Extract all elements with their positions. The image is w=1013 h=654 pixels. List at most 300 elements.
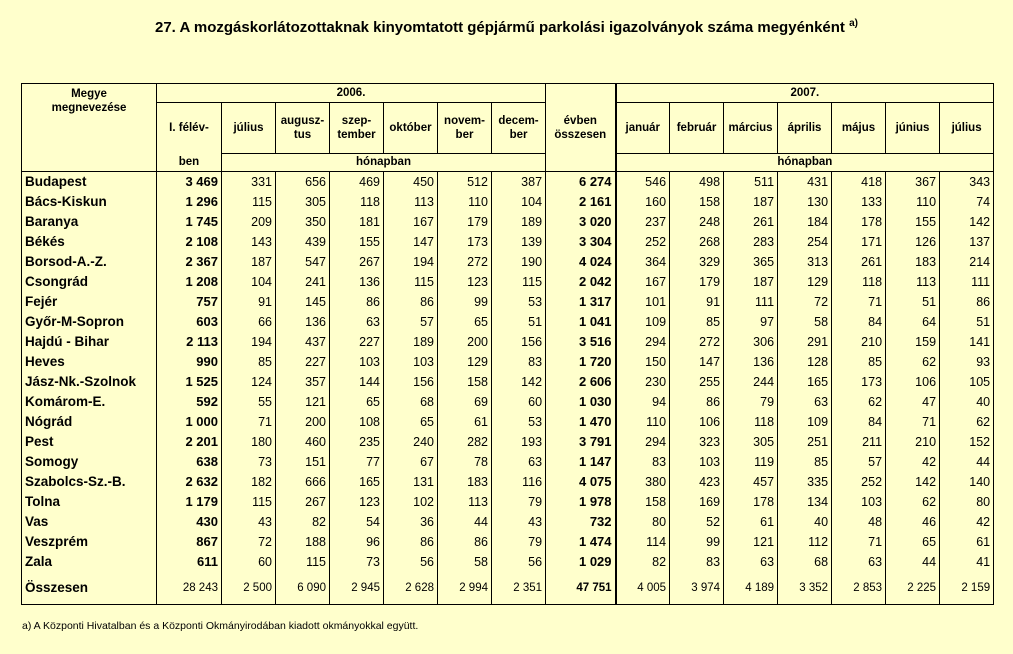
county-name: Veszprém (22, 532, 157, 552)
month-2006-value: 450 (384, 172, 438, 193)
month-2006-value: 200 (438, 332, 492, 352)
year-total-value: 1 041 (546, 312, 616, 332)
month-2006-value: 104 (492, 192, 546, 212)
month-2007-value: 457 (724, 472, 778, 492)
month-2007-value: 62 (832, 392, 886, 412)
year-total-value: 1 029 (546, 552, 616, 572)
month-2006-value: 123 (438, 272, 492, 292)
month-2007-value: 134 (778, 492, 832, 512)
first-half-value: 2 632 (157, 472, 222, 492)
month-2007-value: 71 (832, 532, 886, 552)
month-2007-value: 3 974 (670, 572, 724, 605)
year-total-header (546, 84, 616, 172)
month-2007-value: 84 (832, 312, 886, 332)
month-2007-value: 364 (616, 252, 670, 272)
month-2006-value: 86 (330, 292, 384, 312)
month-2007-value: 423 (670, 472, 724, 492)
month-2006-value: 103 (330, 352, 384, 372)
month-2007-value: 140 (940, 472, 994, 492)
month-2006-value: 187 (222, 252, 276, 272)
month-2007-value: 42 (940, 512, 994, 532)
month-2007-value: 61 (940, 532, 994, 552)
first-half-value: 592 (157, 392, 222, 412)
year-total-value: 1 147 (546, 452, 616, 472)
month-2006-value: 43 (492, 512, 546, 532)
month-2007-value: 52 (670, 512, 724, 532)
month-2007-value: 165 (778, 372, 832, 392)
table-row (22, 232, 994, 252)
month-2006-value: 79 (492, 492, 546, 512)
month-2007-value: 51 (940, 312, 994, 332)
month-2006-value: 73 (330, 552, 384, 572)
month-2007-value: 83 (670, 552, 724, 572)
month-2006-value: 147 (384, 232, 438, 252)
month-2006-value: 54 (330, 512, 384, 532)
month-2007-value: 111 (940, 272, 994, 292)
month-2007-value: 244 (724, 372, 778, 392)
month-2007-value: 306 (724, 332, 778, 352)
month-2006-value: 666 (276, 472, 330, 492)
month-2006-value: 123 (330, 492, 384, 512)
month-2007-value: 283 (724, 232, 778, 252)
month-2007-value: 83 (616, 452, 670, 472)
month-2007-value: 62 (940, 412, 994, 432)
month-2006-value: 56 (384, 552, 438, 572)
month-2006-value: 6 090 (276, 572, 330, 605)
month-2006-value: 241 (276, 272, 330, 292)
table-title: 27. A mozgáskorlátozottaknak kinyomtatott gépjármű parkolási igazolványok száma megyénként $^{a)}$ (154, 18, 858, 36)
month-2006-value: 58 (438, 552, 492, 572)
month-2007-value: 114 (616, 532, 670, 552)
month-2006-value: 63 (492, 452, 546, 472)
month-2007-value: 4 005 (616, 572, 670, 605)
month-2007-header: január (616, 103, 670, 154)
first-half-value: 1 179 (157, 492, 222, 512)
month-2007-value: 129 (778, 272, 832, 292)
month-2007-value: 119 (724, 452, 778, 472)
year-total-value: 2 161 (546, 192, 616, 212)
month-2007-value: 94 (616, 392, 670, 412)
county-name: Heves (22, 352, 157, 372)
month-2007-value: 71 (832, 292, 886, 312)
county-name: Komárom-E. (22, 392, 157, 412)
total-row (22, 572, 994, 605)
month-2007-value: 85 (832, 352, 886, 372)
month-2006-value: 69 (438, 392, 492, 412)
month-2007-value: 3 352 (778, 572, 832, 605)
month-2007-value: 254 (778, 232, 832, 252)
month-2006-value: 110 (438, 192, 492, 212)
month-2006-value: 331 (222, 172, 276, 193)
first-half-value: 2 108 (157, 232, 222, 252)
month-2007-value: 261 (832, 252, 886, 272)
month-2007-value: 40 (940, 392, 994, 412)
month-2007-value: 106 (886, 372, 940, 392)
month-2006-value: 53 (492, 292, 546, 312)
county-name: Budapest (22, 172, 157, 193)
month-2007-value: 63 (832, 552, 886, 572)
month-2006-value: 136 (276, 312, 330, 332)
month-2006-value: 267 (330, 252, 384, 272)
month-2006-value: 56 (492, 552, 546, 572)
county-name: Tolna (22, 492, 157, 512)
first-half-value: 1 000 (157, 412, 222, 432)
county-column-label: Megye megnevezése (51, 88, 127, 114)
month-2006-value: 156 (384, 372, 438, 392)
month-2006-value: 240 (384, 432, 438, 452)
month-2006-value: 182 (222, 472, 276, 492)
county-name: Győr-M-Sopron (22, 312, 157, 332)
month-2007-value: 85 (778, 452, 832, 472)
county-name: Szabolcs-Sz.-B. (22, 472, 157, 492)
year-total-value: 1 030 (546, 392, 616, 412)
month-2007-value: 109 (778, 412, 832, 432)
month-2006-value: 282 (438, 432, 492, 452)
month-2006-value: 104 (222, 272, 276, 292)
first-half-value: 867 (157, 532, 222, 552)
year-total-value: 47 751 (546, 572, 616, 605)
year-total-value: 4 024 (546, 252, 616, 272)
month-2006-value: 469 (330, 172, 384, 193)
month-2007-value: 72 (778, 292, 832, 312)
month-2006-value: 61 (438, 412, 492, 432)
table-row (22, 312, 994, 332)
month-2006-value: 73 (222, 452, 276, 472)
month-2006-value: 57 (384, 312, 438, 332)
month-2007-header: április (778, 103, 832, 154)
month-2006-value: 200 (276, 412, 330, 432)
county-name: Zala (22, 552, 157, 572)
month-2007-value: 158 (616, 492, 670, 512)
month-2007-value: 71 (886, 412, 940, 432)
month-2007-value: 84 (832, 412, 886, 432)
year-total-value: 1 720 (546, 352, 616, 372)
county-name: Fejér (22, 292, 157, 312)
month-2006-value: 86 (384, 532, 438, 552)
monthly-label-2007: hónapban (616, 153, 994, 172)
month-2007-value: 105 (940, 372, 994, 392)
county-name: Borsod-A.-Z. (22, 252, 157, 272)
month-2006-value: 65 (330, 392, 384, 412)
county-name: Hajdú - Bihar (22, 332, 157, 352)
month-2007-value: 80 (940, 492, 994, 512)
month-2007-value: 142 (940, 212, 994, 232)
month-2007-value: 498 (670, 172, 724, 193)
month-2007-value: 159 (886, 332, 940, 352)
month-2006-value: 108 (330, 412, 384, 432)
month-2006-header: július (222, 103, 276, 154)
year-total-value: 732 (546, 512, 616, 532)
month-2007-header: július (940, 103, 994, 154)
month-2007-value: 248 (670, 212, 724, 232)
month-2007-value: 268 (670, 232, 724, 252)
month-2006-value: 209 (222, 212, 276, 232)
month-2006-value: 143 (222, 232, 276, 252)
first-half-header: I. félév- (157, 103, 222, 154)
month-2007-value: 141 (940, 332, 994, 352)
month-2007-value: 294 (616, 332, 670, 352)
month-2007-value: 183 (886, 252, 940, 272)
month-2006-value: 193 (492, 432, 546, 452)
month-2006-value: 2 945 (330, 572, 384, 605)
month-2007-value: 367 (886, 172, 940, 193)
month-2007-value: 211 (832, 432, 886, 452)
county-name: Baranya (22, 212, 157, 232)
year-2006-header: 2006. (157, 84, 546, 103)
month-2006-header: augusz- tus (276, 103, 330, 154)
county-name: Nógrád (22, 412, 157, 432)
month-2006-value: 139 (492, 232, 546, 252)
month-2006-header: novem- ber (438, 103, 492, 154)
month-2006-value: 68 (384, 392, 438, 412)
table-row (22, 432, 994, 452)
month-2007-value: 252 (832, 472, 886, 492)
month-2007-value: 173 (832, 372, 886, 392)
month-2006-value: 167 (384, 212, 438, 232)
first-half-value: 2 113 (157, 332, 222, 352)
first-half-value: 1 208 (157, 272, 222, 292)
table-row (22, 452, 994, 472)
month-2007-value: 2 159 (940, 572, 994, 605)
month-2006-value: 387 (492, 172, 546, 193)
month-2006-value: 60 (492, 392, 546, 412)
month-2006-value: 2 994 (438, 572, 492, 605)
month-2007-value: 167 (616, 272, 670, 292)
month-2006-header: decem- ber (492, 103, 546, 154)
month-2007-header: május (832, 103, 886, 154)
month-2007-value: 261 (724, 212, 778, 232)
year-total-value: 2 042 (546, 272, 616, 292)
month-2007-value: 179 (670, 272, 724, 292)
month-2007-value: 210 (832, 332, 886, 352)
month-2006-value: 194 (384, 252, 438, 272)
month-2007-value: 128 (778, 352, 832, 372)
month-2006-value: 136 (330, 272, 384, 292)
month-2006-value: 144 (330, 372, 384, 392)
month-2007-value: 291 (778, 332, 832, 352)
month-2006-value: 118 (330, 192, 384, 212)
month-2006-value: 227 (330, 332, 384, 352)
table-row (22, 412, 994, 432)
month-2006-value: 67 (384, 452, 438, 472)
month-2007-value: 41 (940, 552, 994, 572)
month-2006-value: 121 (276, 392, 330, 412)
year-2007-header: 2007. (616, 84, 994, 103)
month-2007-value: 93 (940, 352, 994, 372)
month-2007-value: 323 (670, 432, 724, 452)
month-2006-value: 235 (330, 432, 384, 452)
month-2007-value: 329 (670, 252, 724, 272)
table-row (22, 252, 994, 272)
month-2007-value: 86 (670, 392, 724, 412)
month-2006-value: 44 (438, 512, 492, 532)
month-2006-value: 156 (492, 332, 546, 352)
year-total-label: évben összesen (554, 114, 607, 141)
month-2007-value: 99 (670, 532, 724, 552)
table-row (22, 532, 994, 552)
month-2007-value: 42 (886, 452, 940, 472)
year-total-value: 1 317 (546, 292, 616, 312)
month-2006-value: 91 (222, 292, 276, 312)
first-half-value: 2 201 (157, 432, 222, 452)
month-2007-value: 187 (724, 272, 778, 292)
month-2007-value: 65 (886, 532, 940, 552)
first-half-value: 990 (157, 352, 222, 372)
month-2007-value: 252 (616, 232, 670, 252)
month-2006-value: 115 (222, 492, 276, 512)
month-2007-value: 137 (940, 232, 994, 252)
month-2007-value: 106 (670, 412, 724, 432)
month-2007-value: 214 (940, 252, 994, 272)
county-name: Jász-Nk.-Szolnok (22, 372, 157, 392)
month-2007-value: 103 (832, 492, 886, 512)
year-total-value: 1 978 (546, 492, 616, 512)
table-row (22, 172, 994, 193)
month-2007-value: 546 (616, 172, 670, 193)
month-2007-value: 294 (616, 432, 670, 452)
month-2007-value: 313 (778, 252, 832, 272)
month-2006-value: 179 (438, 212, 492, 232)
month-2006-value: 36 (384, 512, 438, 532)
year-total-value: 3 516 (546, 332, 616, 352)
month-2006-value: 189 (384, 332, 438, 352)
month-2007-header: június (886, 103, 940, 154)
month-2006-value: 102 (384, 492, 438, 512)
month-2006-header: szep- tember (330, 103, 384, 154)
month-2006-value: 63 (330, 312, 384, 332)
month-2007-value: 62 (886, 492, 940, 512)
month-2006-value: 547 (276, 252, 330, 272)
month-2007-value: 255 (670, 372, 724, 392)
month-2006-value: 2 628 (384, 572, 438, 605)
month-2007-value: 51 (886, 292, 940, 312)
month-2006-value: 460 (276, 432, 330, 452)
month-2006-value: 439 (276, 232, 330, 252)
year-total-value: 3 304 (546, 232, 616, 252)
month-2007-value: 133 (832, 192, 886, 212)
month-2006-value: 85 (222, 352, 276, 372)
month-2006-value: 79 (492, 532, 546, 552)
month-2007-value: 111 (724, 292, 778, 312)
month-2006-value: 227 (276, 352, 330, 372)
month-2006-value: 53 (492, 412, 546, 432)
month-2006-value: 158 (438, 372, 492, 392)
month-2007-value: 79 (724, 392, 778, 412)
month-2006-value: 165 (330, 472, 384, 492)
month-2007-value: 85 (670, 312, 724, 332)
month-2007-value: 431 (778, 172, 832, 193)
month-2006-value: 103 (384, 352, 438, 372)
month-2007-value: 58 (778, 312, 832, 332)
month-2006-value: 188 (276, 532, 330, 552)
month-2007-value: 63 (778, 392, 832, 412)
county-name: Vas (22, 512, 157, 532)
monthly-label-2006: hónapban (222, 153, 546, 172)
month-2007-value: 47 (886, 392, 940, 412)
month-2006-value: 129 (438, 352, 492, 372)
month-2006-value: 99 (438, 292, 492, 312)
county-name: Békés (22, 232, 157, 252)
month-2006-value: 66 (222, 312, 276, 332)
table-row (22, 552, 994, 572)
first-half-value: 603 (157, 312, 222, 332)
table-row (22, 492, 994, 512)
month-2007-value: 80 (616, 512, 670, 532)
month-2006-value: 116 (492, 472, 546, 492)
month-2006-value: 43 (222, 512, 276, 532)
month-2006-value: 77 (330, 452, 384, 472)
first-half-value: 28 243 (157, 572, 222, 605)
month-2007-value: 118 (724, 412, 778, 432)
month-2007-value: 61 (724, 512, 778, 532)
month-2006-value: 78 (438, 452, 492, 472)
month-2007-value: 152 (940, 432, 994, 452)
month-2006-value: 115 (222, 192, 276, 212)
year-total-value: 1 470 (546, 412, 616, 432)
month-2007-header: február (670, 103, 724, 154)
month-2007-value: 91 (670, 292, 724, 312)
month-2006-value: 86 (438, 532, 492, 552)
footnote: a) A Központi Hivatalban és a Központi Okmányirodában kiadott okmányokkal együtt. (22, 620, 419, 632)
month-2007-value: 169 (670, 492, 724, 512)
month-2006-value: 86 (384, 292, 438, 312)
month-2007-value: 210 (886, 432, 940, 452)
first-half-header-suffix: ben (157, 153, 222, 172)
first-half-value: 611 (157, 552, 222, 572)
month-2007-value: 178 (724, 492, 778, 512)
month-2006-value: 145 (276, 292, 330, 312)
month-2006-value: 82 (276, 512, 330, 532)
county-name: Bács-Kiskun (22, 192, 157, 212)
county-name: Somogy (22, 452, 157, 472)
month-2007-value: 251 (778, 432, 832, 452)
month-2006-value: 194 (222, 332, 276, 352)
month-2006-value: 83 (492, 352, 546, 372)
month-2006-value: 190 (492, 252, 546, 272)
month-2007-value: 230 (616, 372, 670, 392)
month-2007-value: 4 189 (724, 572, 778, 605)
month-2007-value: 101 (616, 292, 670, 312)
month-2007-value: 418 (832, 172, 886, 193)
table-row (22, 332, 994, 352)
first-half-value: 638 (157, 452, 222, 472)
month-2007-value: 187 (724, 192, 778, 212)
table-row (22, 372, 994, 392)
month-2007-value: 63 (724, 552, 778, 572)
table-row (22, 212, 994, 232)
month-2007-value: 121 (724, 532, 778, 552)
month-2007-header: március (724, 103, 778, 154)
table-row (22, 292, 994, 312)
month-2006-value: 51 (492, 312, 546, 332)
month-2006-value: 267 (276, 492, 330, 512)
first-half-value: 2 367 (157, 252, 222, 272)
county-name: Pest (22, 432, 157, 452)
first-half-value: 430 (157, 512, 222, 532)
month-2007-value: 44 (940, 452, 994, 472)
year-total-value: 3 791 (546, 432, 616, 452)
month-2007-value: 97 (724, 312, 778, 332)
year-total-value: 4 075 (546, 472, 616, 492)
month-2007-value: 272 (670, 332, 724, 352)
month-2007-value: 109 (616, 312, 670, 332)
month-2006-header: október (384, 103, 438, 154)
month-2007-value: 158 (670, 192, 724, 212)
month-2006-value: 305 (276, 192, 330, 212)
month-2006-value: 131 (384, 472, 438, 492)
month-2006-value: 437 (276, 332, 330, 352)
table-row (22, 352, 994, 372)
